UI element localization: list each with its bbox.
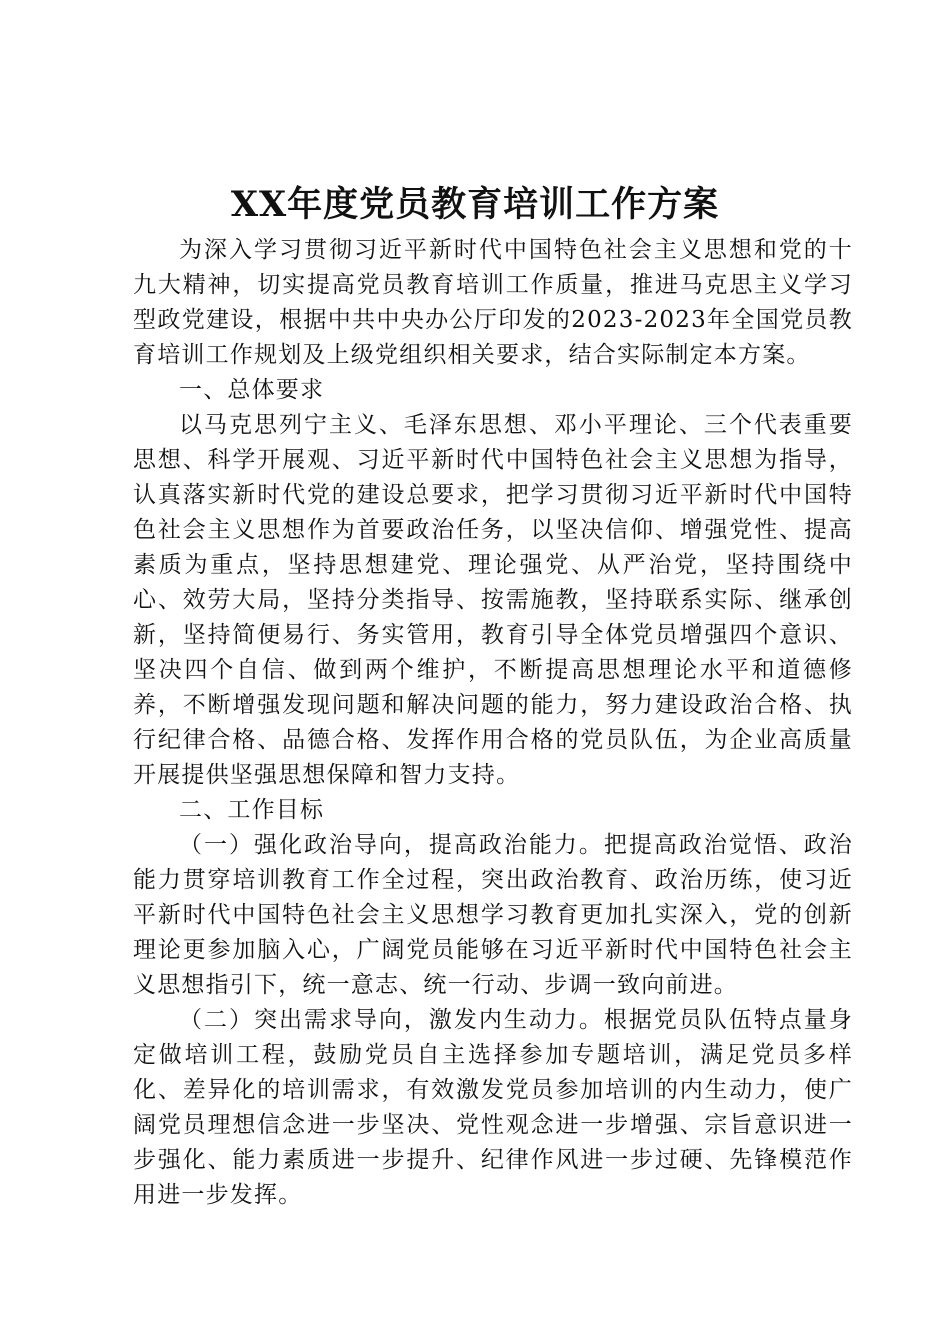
goal-one-paragraph: （一）强化政治导向，提高政治能力。把提高政治觉悟、政治能力贯穿培训教育工作全过程，突出政治教育、政治历练，使习近平新时代中国特色社会主义思想学习教育更加扎实深入，党的创新理论更参加脑入心，广阔党员能够在习近平新时代中国特色社会主义思想指引下，统一意志、统一行动、步调一致向前进。 xyxy=(133,832,853,998)
general-requirements-paragraph: 以马克思列宁主义、毛泽东思想、邓小平理论、三个代表重要思想、科学开展观、习近平新时代中国特色社会主义思想为指导，认真落实新时代党的建设总要求，把学习贯彻习近平新时代中国特色社会主义思想作为首要政治任务，以坚决信仰、增强党性、提高素质为重点，坚持思想建党、理论强党、从严治党，坚持围绕中心、效劳大局，坚持分类指导、按需施教，坚持联系实际、继承创新，坚持简便易行、务实管用，教育引导全体党员增强四个意识、坚决四个自信、做到两个维护，不断提高思想理论水平和道德修养，不断增强发现问题和解决问题的能力，努力建设政治合格、执行纪律合格、品德合格、发挥作用合格的党员队伍，为企业高质量开展提供坚强思想保障和智力支持。 xyxy=(133,412,853,788)
intro-paragraph: 为深入学习贯彻习近平新时代中国特色社会主义思想和党的十九大精神，切实提高党员教育培训工作质量，推进马克思主义学习型政党建设，根据中共中央办公厅印发的2023-2023年全国党员教育培训工作规划及上级党组织相关要求，结合实际制定本方案。 xyxy=(133,237,853,368)
document-body xyxy=(133,233,853,1213)
document-title: XX年度党员教育培训工作方案 xyxy=(230,184,720,225)
goal-two-paragraph: （二）突出需求导向，激发内生动力。根据党员队伍特点量身定做培训工程，鼓励党员自主选择参加专题培训，满足党员多样化、差异化的培训需求，有效激发党员参加培训的内生动力，使广阔党员理想信念进一步坚决、党性观念进一步增强、宗旨意识进一步强化、能力素质进一步提升、纪律作风进一步过硬、先锋模范作用进一步发挥。 xyxy=(133,1007,853,1208)
section-heading-general-requirements: 一、总体要求 xyxy=(179,377,325,403)
section-heading-work-goals: 二、工作目标 xyxy=(179,797,325,823)
